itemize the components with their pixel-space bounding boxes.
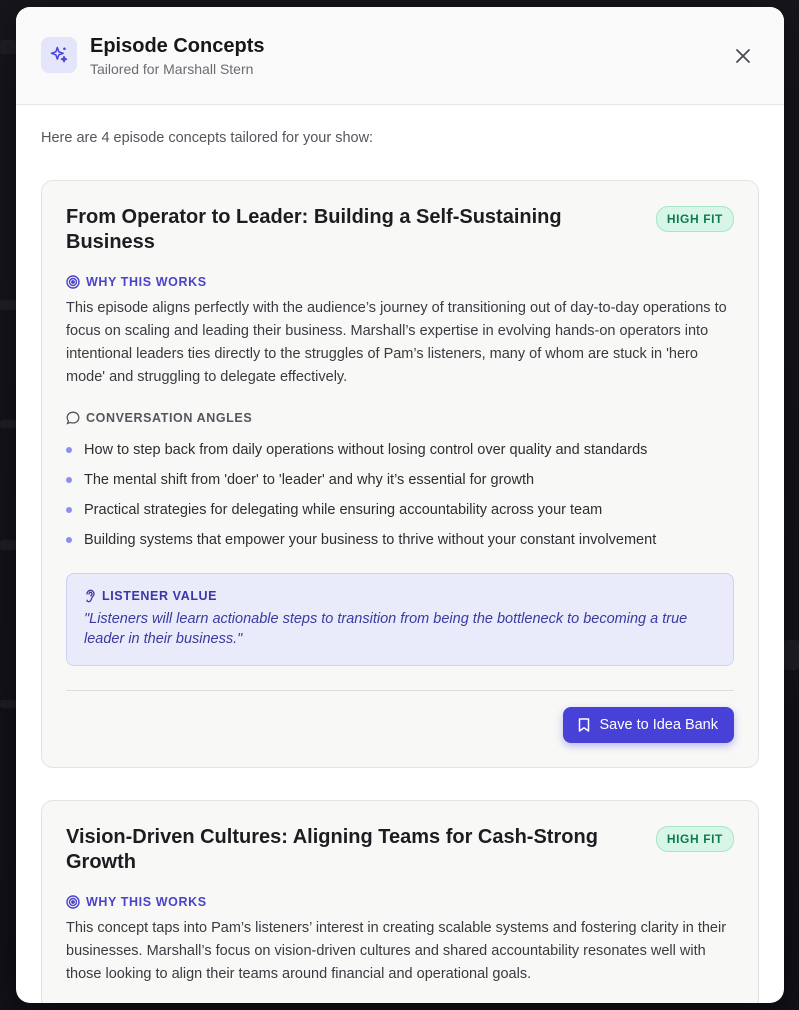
why-this-works-label: WHY THIS WORKS [66, 275, 734, 289]
listener-value-box [66, 573, 734, 666]
listener-value-label: LISTENER VALUE [84, 589, 717, 603]
angles-list [66, 435, 734, 555]
conversation-angles-label: CONVERSATION ANGLES [66, 411, 734, 425]
ear-icon [84, 589, 97, 603]
modal-header [16, 7, 784, 105]
divider [66, 690, 734, 691]
chat-bubble-icon [66, 411, 80, 425]
list-item: The mental shift from 'doer' to 'leader' and why it’s essential for growth [66, 465, 734, 495]
close-icon[interactable] [735, 48, 751, 64]
modal-title: Episode Concepts [90, 35, 265, 57]
listener-value-quote: "Listeners will learn actionable steps to transition from being the bottleneck to becoming a true leader in their business." [84, 611, 688, 647]
list-item: Building systems that empower your business to thrive without your constant involvement [66, 525, 734, 555]
modal-body [16, 105, 784, 1003]
concept-card [41, 180, 759, 768]
target-icon [66, 275, 80, 289]
sparkles-icon [41, 37, 77, 73]
close-button[interactable] [732, 45, 754, 67]
list-item: Practical strategies for delegating while ensuring accountability across your team [66, 495, 734, 525]
episode-concepts-modal [16, 7, 784, 1003]
intro-text: Here are 4 episode concepts tailored for your show: [41, 130, 374, 146]
concept-title: Vision-Driven Cultures: Aligning Teams for Cash-Strong Growth [66, 826, 598, 873]
list-item: How to step back from daily operations without losing control over quality and standards [66, 435, 734, 465]
fit-badge: HIGH FIT [656, 826, 734, 852]
bookmark-icon [578, 718, 590, 732]
why-this-works-label: WHY THIS WORKS [66, 895, 734, 909]
modal-subtitle: Tailored for Marshall Stern [90, 61, 254, 77]
why-text: This episode aligns perfectly with the audience’s journey of transitioning out of day-to-day operations to focus on scaling and leading their business. Marshall’s expertise in evolving hands-on operators into intentional leaders ties directly to the struggles of Pam’s listeners, many of whom are stuck in 'hero mode' and struggling to delegate effectively. [66, 300, 727, 385]
concept-title: From Operator to Leader: Building a Self-Sustaining Business [66, 206, 562, 253]
save-to-idea-bank-button[interactable]: Save to Idea Bank [563, 707, 735, 743]
fit-badge: HIGH FIT [656, 206, 734, 232]
concept-card [41, 800, 759, 1003]
target-icon [66, 895, 80, 909]
why-text: This concept taps into Pam’s listeners’ interest in creating scalable systems and fostering clarity in their businesses. Marshall’s focus on vision-driven cultures and shared accountability resonates well with those looking to align their teams around financial and operational goals. [66, 920, 727, 982]
